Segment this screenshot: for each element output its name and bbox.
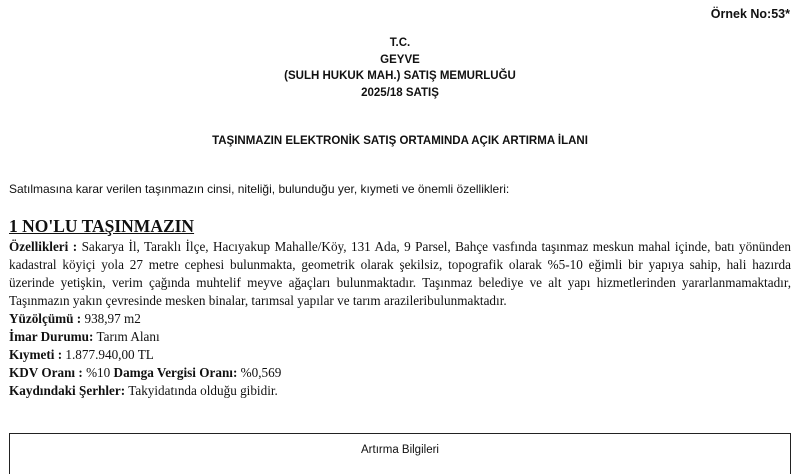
yuzolcumu-value: 938,97 m2: [84, 311, 141, 326]
intro-text: Satılmasına karar verilen taşınmazın cinsi, niteliği, bulunduğu yer, kıymeti ve önemli özellikleri:: [9, 182, 510, 196]
kdv-label: KDV Oranı :: [9, 365, 83, 380]
kiymet-value: 1.877.940,00 TL: [65, 347, 154, 362]
ozellikler-label: Özellikleri :: [9, 239, 78, 254]
header-office: (SULH HUKUK MAH.) SATIŞ MEMURLUĞU: [284, 70, 516, 82]
ozellikler-paragraph: [9, 238, 791, 310]
imar-row: [9, 328, 791, 346]
kdv-value: %10: [86, 365, 111, 380]
ozellikler-value: Sakarya İl, Taraklı İlçe, Hacıyakup Mahalle/Köy, 131 Ada, 9 Parsel, Bahçe vasfında taşınmaz meskun mahal içinde, batı yönünden kadastral köyiçi yola 27 metre cephesi bulunmakta, geometrik olarak şekilsiz, topografik olarak %5-10 eğimli bir yapıya sahip, hali hazırda üzerinde yetişkin, verim çağında muhtelif meyve ağaçları bulunmaktadır. Taşınmaz belediye ve alt yapı hizmetlerinden yararlanmamaktadır, Taşınmazın yakın çevresinde mesken binalar, tarımsal yapılar ve tarım arazileribulunmaktadır.: [9, 239, 792, 308]
kiymet-row: [9, 346, 791, 364]
property-title: 1 NO'LU TAŞINMAZIN: [9, 216, 195, 236]
document-header: [0, 35, 800, 101]
kiymet-label: Kıymeti :: [9, 347, 63, 362]
ornek-number: Örnek No:53*: [710, 7, 790, 21]
imar-label: İmar Durumu:: [9, 329, 94, 344]
damga-value: %0,569: [240, 365, 282, 380]
header-tc: T.C.: [389, 37, 411, 49]
yuzolcumu-label: Yüzölçümü :: [9, 311, 82, 326]
header-file-number: 2025/18 SATIŞ: [361, 86, 439, 99]
damga-label: Damga Vergisi Oranı:: [113, 365, 238, 380]
announcement-title: TAŞINMAZIN ELEKTRONİK SATIŞ ORTAMINDA AÇIK ARTIRMA İLANI: [212, 135, 588, 147]
tax-row: [9, 364, 791, 382]
imar-value: Tarım Alanı: [96, 329, 160, 344]
artirma-info-label: Artırma Bilgileri: [361, 444, 439, 456]
property-details: [9, 238, 791, 400]
yuzolcumu-row: [9, 310, 791, 328]
kayit-value: Takyidatında olduğu gibidir.: [128, 383, 278, 398]
kayit-label: Kaydındaki Şerhler:: [9, 383, 126, 398]
artirma-info-box: [9, 433, 791, 474]
header-city: GEYVE: [380, 53, 420, 66]
kayit-row: [9, 382, 791, 400]
